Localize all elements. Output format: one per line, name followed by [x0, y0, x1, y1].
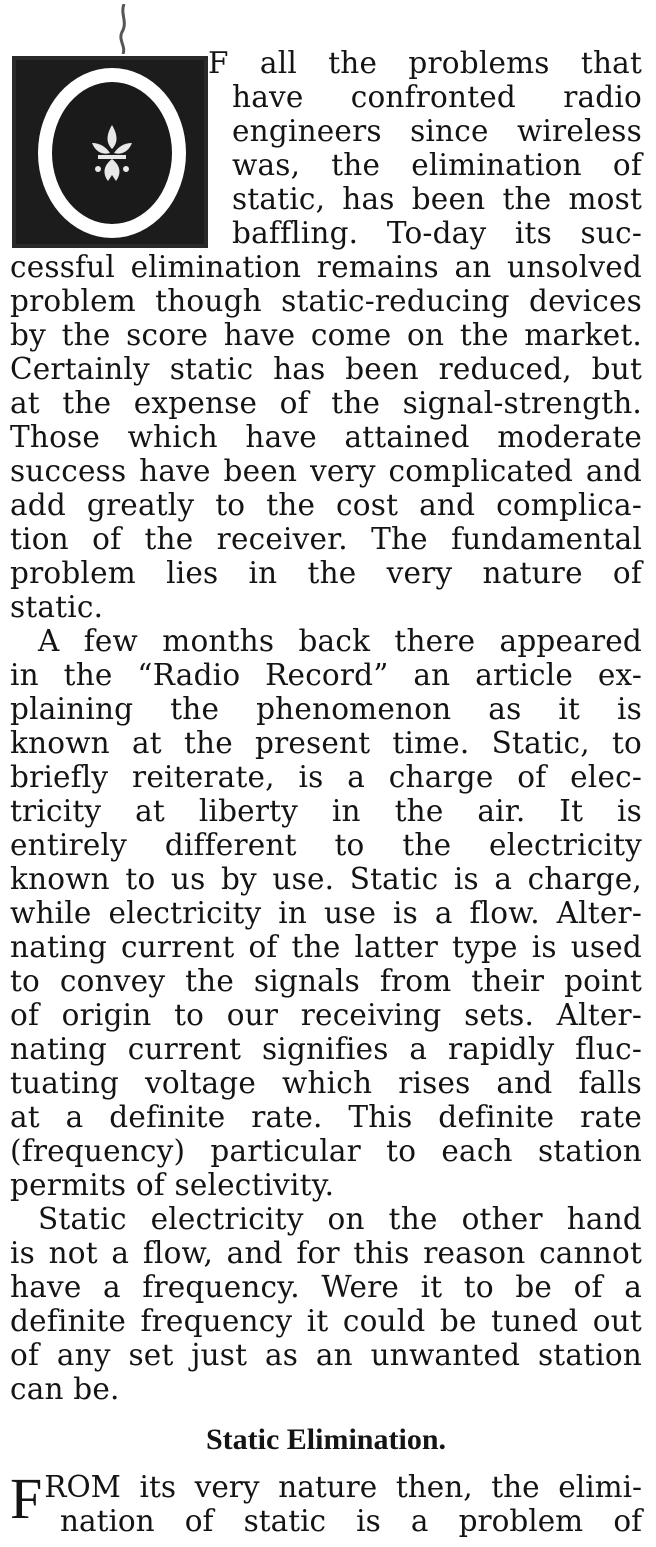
text-line: F all the problems that [208, 46, 642, 80]
text-line: definite frequency it could be tuned out [10, 1304, 642, 1338]
text-line: cessful elimination remains an unsolved [10, 250, 642, 284]
text-line: can be. [10, 1372, 120, 1406]
text-line: by the score have come on the market. [10, 318, 642, 352]
text-line: at the expense of the signal-strength. [10, 386, 642, 420]
text-line: is not a flow, and for this reason cannot [10, 1236, 642, 1270]
fleur-ornament-icon [84, 121, 140, 185]
text-line: A few months back there appeared [38, 624, 642, 658]
section-heading: Static Elimination. [205, 1423, 446, 1456]
text-line: Those which have attained moderate [10, 420, 642, 454]
text-line: in the “Radio Record” an article ex- [10, 658, 642, 692]
text-line: static. [10, 590, 104, 624]
text-line: of origin to our receiving sets. Alter- [10, 998, 642, 1032]
paragraph-4 [10, 1466, 642, 1538]
text-line: add greatly to the cost and complica- [10, 488, 642, 522]
text-line: have confronted radio [232, 80, 642, 114]
paragraph-3 [10, 1202, 642, 1406]
text-line: plaining the phenomenon as it is [10, 692, 642, 726]
text-line: briefly reiterate, is a charge of elec- [10, 760, 642, 794]
text-line: (frequency) particular to each station [10, 1134, 642, 1168]
text-line: nating current of the latter type is used [10, 930, 642, 964]
text-line: engineers since wireless [232, 114, 642, 148]
text-line: tion of the receiver. The fundamental [10, 522, 642, 556]
ink-smudge [114, 4, 134, 54]
text-line: success have been very complicated and [10, 454, 642, 488]
text-line: entirely different to the electricity [10, 828, 642, 862]
text-line: permits of selectivity. [10, 1168, 335, 1202]
text-line: Certainly static has been reduced, but [10, 352, 642, 386]
text-line: tuating voltage which rises and falls [10, 1066, 642, 1100]
text-line: was, the elimination of [232, 148, 642, 182]
text-line: baffling. To-day its suc- [232, 216, 642, 250]
drop-cap-ring [38, 68, 186, 238]
text-line: at a definite rate. This definite rate [10, 1100, 642, 1134]
text-line: known at the present time. Static, to [10, 726, 642, 760]
text-line: problem lies in the very nature of [10, 556, 642, 590]
text-line: ROM its very nature then, the elimi- [44, 1470, 642, 1504]
text-line: nation of static is a problem of [60, 1504, 642, 1538]
drop-cap-letter [16, 60, 17, 61]
text-line: known to us by use. Static is a charge, [10, 862, 642, 896]
article-column [10, 44, 642, 1538]
text-line: to convey the signals from their point [10, 964, 642, 998]
drop-cap-o [12, 56, 208, 248]
text-line: while electricity in use is a flow. Alter- [10, 896, 642, 930]
text-line: tricity at liberty in the air. It is [10, 794, 642, 828]
text-line: of any set just as an unwanted station [10, 1338, 642, 1372]
drop-letter-f: F [10, 1466, 43, 1531]
text-line: static, has been the most [232, 182, 642, 216]
text-line: problem though static-reducing devices [10, 284, 642, 318]
text-line: have a frequency. Were it to be of a [10, 1270, 642, 1304]
text-line: Static electricity on the other hand [38, 1202, 642, 1236]
text-line: nating current signifies a rapidly fluc- [10, 1032, 642, 1066]
paragraph-2 [10, 624, 642, 1202]
